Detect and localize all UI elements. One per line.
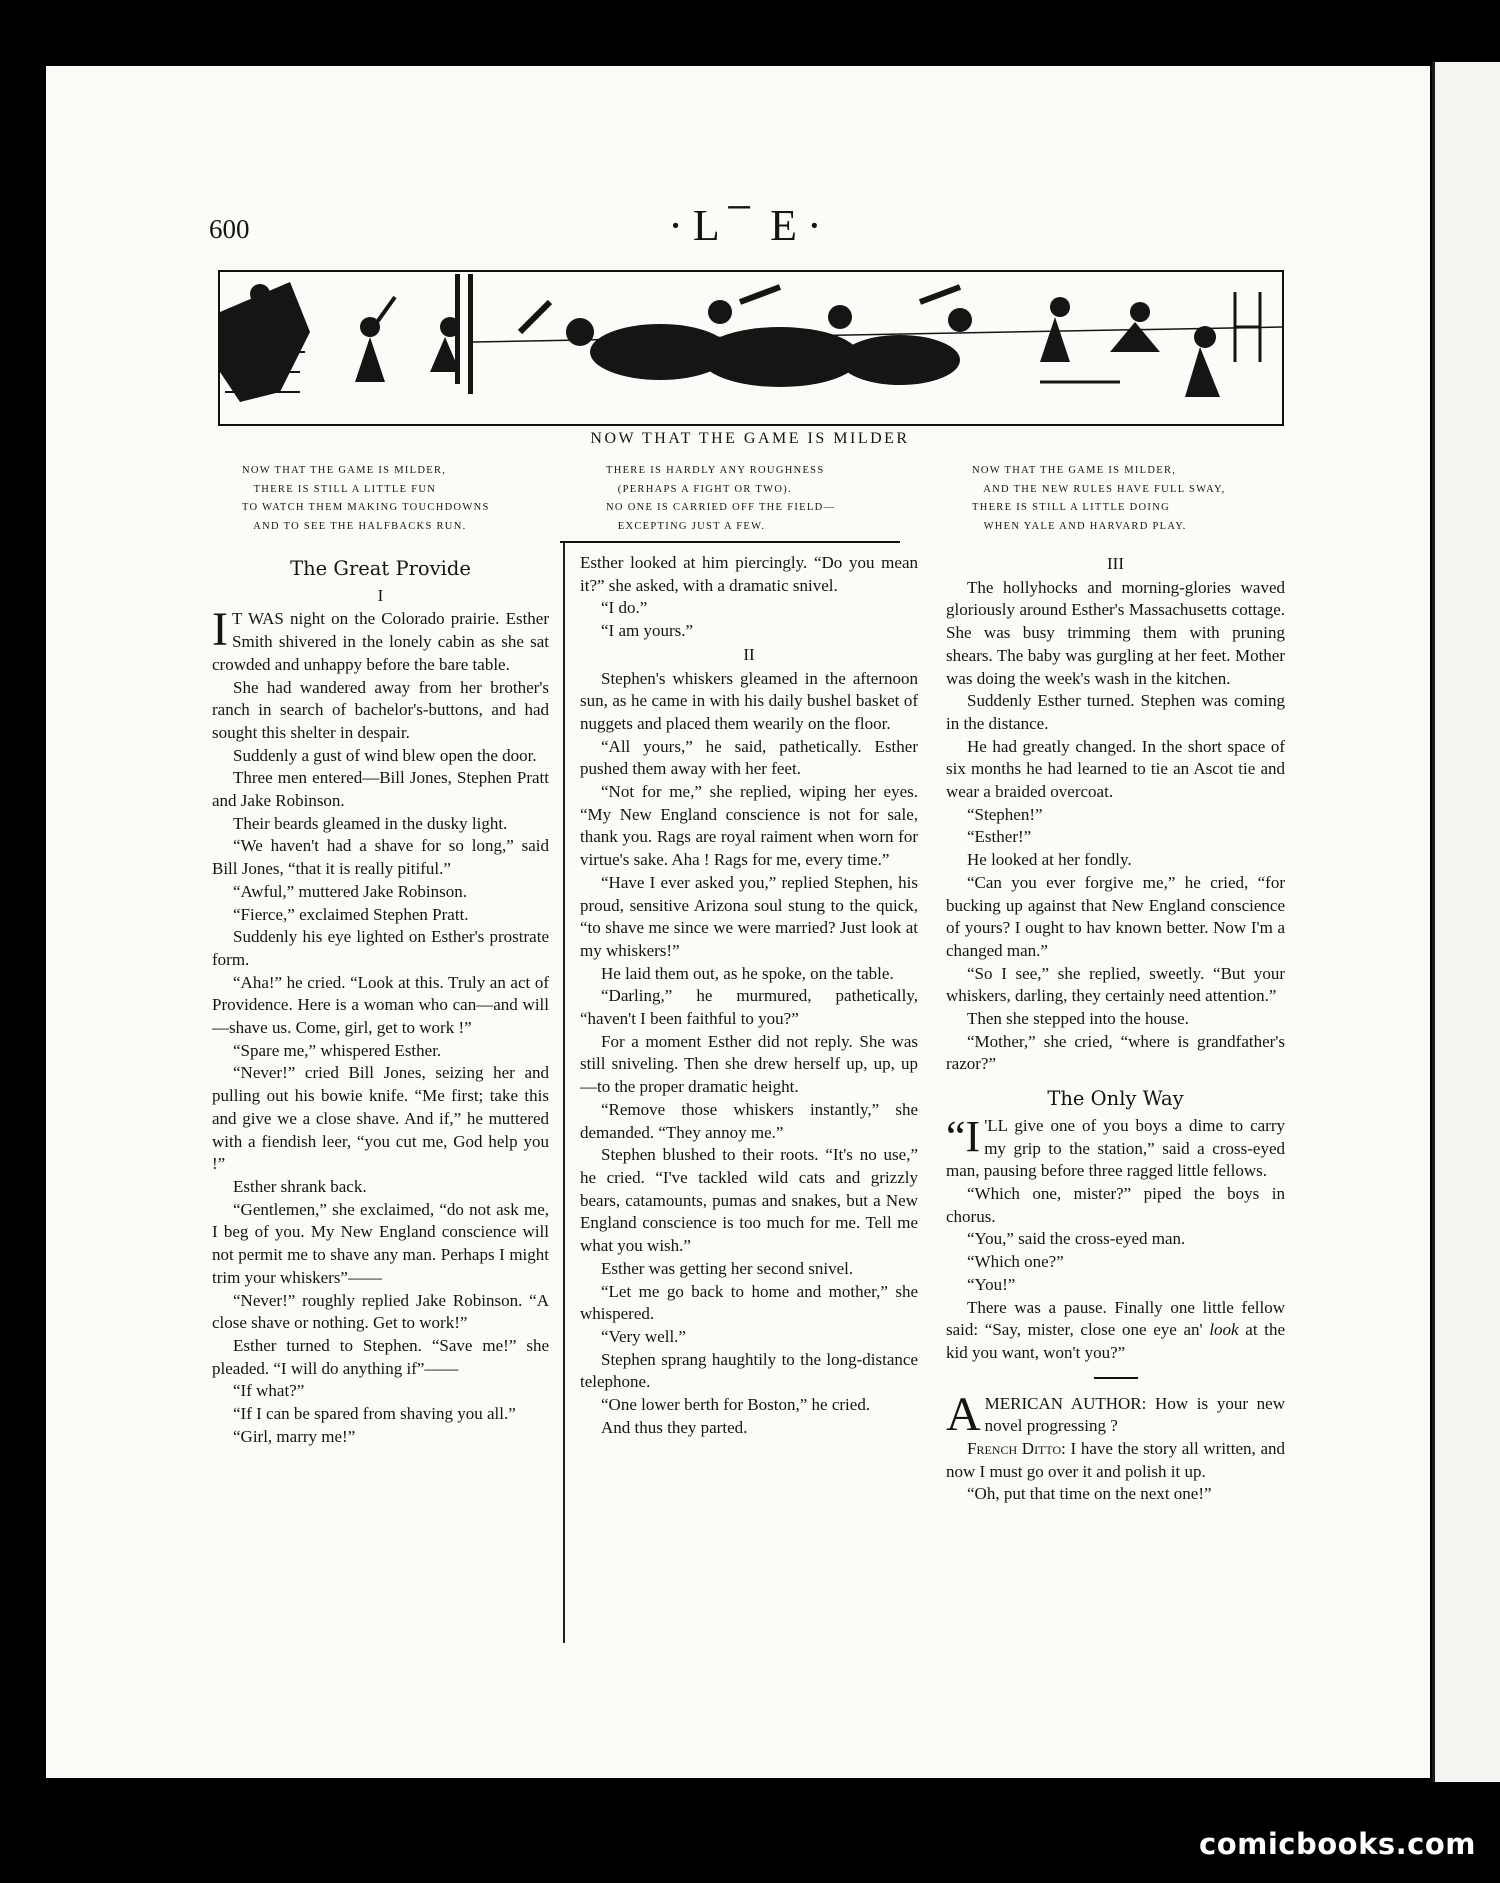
paragraph: The hollyhocks and morning-glories waved gloriously around Esther's Massachusetts cottage. She was busy trimming them with pruning shears. The baby was gurgling at her feet. Mother was doing the week's wash in the kitchen. [946, 577, 1285, 688]
column-2-paragraphs [580, 668, 918, 1440]
paragraph: “Never!” cried Bill Jones, seizing her and pulling out his bowie knife. “Me first; take this and give we a close shave. And if,” he muttered with a fiendish leer, “you cut me, God help you !” [212, 1063, 549, 1174]
paragraph: “Which one, mister?” piped the boys in chorus. [946, 1183, 1285, 1226]
paragraph: “Very well.” [601, 1326, 686, 1346]
column-3-paragraphs [946, 577, 1285, 1076]
paragraph: “Awful,” muttered Jake Robinson. [233, 881, 468, 901]
story-2-paragraphs [946, 1183, 1285, 1297]
paragraph: Esther shrank back. [233, 1176, 367, 1196]
opening-text: T WAS night on the Colorado prairie. Esther Smith shivered in the lonely cabin as she sat crowded and unhappy before the bare table. [212, 609, 549, 674]
paragraph: Then she stepped into the house. [967, 1009, 1189, 1029]
paragraph: Suddenly a gust of wind blew open the door. [233, 745, 537, 765]
part-number: II [743, 644, 755, 664]
speaker-name: French Ditto [967, 1439, 1062, 1459]
paragraph: “One lower berth for Boston,” he cried. [601, 1395, 871, 1415]
paragraph: “Darling,” he murmured, pathetically, “haven't I been faithful to you?” [580, 986, 918, 1029]
paragraph: “So I see,” she replied, sweetly. “But your whiskers, darling, they certainly need attention.” [946, 963, 1285, 1006]
paragraph: “Mother,” she cried, “where is grandfather's razor?” [946, 1031, 1285, 1074]
paragraph: “Gentlemen,” she exclaimed, “do not ask me, I beg of you. My New England conscience will not permit me to shave any man. Perhaps I might trim your whiskers”—— [212, 1199, 549, 1287]
column-1 [212, 552, 549, 1448]
part-number: I [377, 585, 384, 605]
paragraph: Three men entered—Bill Jones, Stephen Pratt and Jake Robinson. [212, 768, 549, 811]
paragraph: Esther was getting her second snivel. [601, 1258, 854, 1278]
paragraph: “You,” said the cross-eyed man. [967, 1229, 1186, 1249]
paragraph: “Not for me,” she replied, wiping her eyes. “My New England conscience is not for sale, thank you. Rags are royal raiment when worn for virtue's sake. Aha ! Rags for me, every time.” [580, 782, 918, 870]
text-run: at the kid you want, won't you?” [946, 1320, 1285, 1362]
paragraph: Stephen blushed to their roots. “It's no use,” he cried. “I've tackled wild cats and grizzly bears, catamounts, pumas and snakes, but a New England conscience is too much for me. Tell me what you wish.” [580, 1145, 918, 1256]
paragraph: “Aha!” he cried. “Look at this. Truly an act of Providence. Here is a woman who can—and will—shave us. Come, girl, get to work !” [212, 972, 549, 1038]
paragraph: “I am yours.” [601, 621, 694, 641]
column-divider [563, 543, 565, 1643]
paragraph: “Fierce,” exclaimed Stephen Pratt. [233, 904, 469, 924]
paragraph: Stephen's whiskers gleamed in the afternoon sun, as he came in with his daily bushel basket of nuggets and placed them wearily on the floor. [580, 668, 918, 733]
paragraph: Esther turned to Stephen. “Save me!” she pleaded. “I will do anything if”—— [212, 1335, 549, 1378]
watermark: comicbooks.com [1199, 1827, 1476, 1861]
paragraph: Suddenly Esther turned. Stephen was coming in the distance. [946, 691, 1285, 733]
paragraph: “Oh, put that time on the next one!” [967, 1484, 1212, 1504]
paragraph: For a moment Esther did not reply. She was still sniveling. Then she drew herself up, up, up—to the proper dramatic height. [580, 1031, 918, 1097]
joke-opening [946, 1387, 1285, 1441]
paragraph [946, 1297, 1285, 1365]
paragraph: “Remove those whiskers instantly,” she demanded. “They annoy me.” [580, 1099, 918, 1142]
section-rule [1094, 1377, 1138, 1379]
drop-cap [946, 1111, 981, 1161]
column-1-paragraphs [212, 677, 549, 1449]
column-2 [580, 552, 918, 1439]
paragraph: “I do.” [601, 598, 648, 618]
cartoon-verse-3: NOW THAT THE GAME IS MILDER, AND THE NEW RULES HAVE FULL SWAY, THERE IS STILL A LITTLE DOING WHEN YALE AND HARVARD PLAY. [972, 465, 1226, 532]
paragraph: He looked at her fondly. [967, 850, 1132, 870]
football-cartoon-illustration [218, 270, 1284, 426]
cartoon-title: NOW THAT THE GAME IS MILDER [590, 430, 910, 447]
paragraph: Suddenly his eye lighted on Esther's prostrate form. [212, 927, 549, 969]
paragraph: “Esther!” [967, 827, 1032, 847]
text-run: : I have the story all written, and now I must go over it and polish it up. [946, 1439, 1285, 1481]
paragraph: “Have I ever asked you,” replied Stephen, his proud, sensitive Arizona soul stung to the quick, “to shave me since we were married? Just look at my whiskers!” [580, 872, 918, 960]
emphasis: look [1209, 1320, 1239, 1340]
opening-text: MERICAN AUTHOR: How is your new novel progressing ? [984, 1393, 1285, 1436]
paragraph: “If I can be spared from shaving you all.” [233, 1404, 516, 1424]
cartoon-verse-2: THERE IS HARDLY ANY ROUGHNESS (PERHAPS A FIGHT OR TWO). NO ONE IS CARRIED OFF THE FIELD— EXCEPTING JUST A FEW. [606, 465, 836, 532]
paragraph: And thus they parted. [601, 1417, 748, 1437]
paragraph: He had greatly changed. In the short space of six months he had learned to tie an Ascot tie and wear a braided overcoat. [946, 736, 1285, 802]
paragraph: “Stephen!” [967, 804, 1043, 824]
paragraph: “All yours,” he said, pathetically. Esther pushed them away with her feet. [580, 736, 918, 779]
paragraph: He laid them out, as he spoke, on the table. [601, 963, 894, 983]
paragraph: “We haven't had a shave for so long,” said Bill Jones, “that it is really pitiful.” [212, 836, 549, 879]
page-number: 600 [209, 214, 250, 244]
paragraph: “Never!” roughly replied Jake Robinson. “A close shave or nothing. Get to work!” [212, 1290, 549, 1333]
drop-cap: I [212, 603, 228, 657]
drop-cap-letter: I [965, 1111, 981, 1161]
text-run: There was a pause. Finally one little fellow said: “Say, mister, close one eye an' [946, 1297, 1285, 1340]
story-opening [212, 603, 549, 676]
paragraph: “You!” [967, 1274, 1016, 1294]
paragraph: Their beards gleamed in the dusky light. [233, 813, 508, 833]
column-2-top-paragraphs [580, 552, 918, 643]
paragraph: “Can you ever forgive me,” he cried, “for bucking up against that New England conscience of yours? I ought to hav known better. Now I'm a changed man.” [946, 872, 1285, 960]
header-rule [560, 541, 900, 543]
drop-cap-quote: “ [946, 1111, 966, 1161]
paragraph [946, 1438, 1285, 1483]
column-3 [946, 552, 1285, 1506]
adjacent-page-edge [1432, 62, 1500, 1782]
part-number: III [1107, 554, 1124, 573]
paragraph: “Spare me,” whispered Esther. [233, 1040, 442, 1060]
cartoon-verse-1: NOW THAT THE GAME IS MILDER, THERE IS STILL A LITTLE FUN TO WATCH THEM MAKING TOUCHDOWNS AND TO SEE THE HALFBACKS RUN. [242, 465, 490, 532]
story-title: The Great Provide [290, 557, 471, 580]
opening-text: 'LL give one of you boys a dime to carry my grip to the station,” said a cross-eyed man, pausing before three ragged little fellows. [946, 1115, 1285, 1181]
paragraph: “If what?” [233, 1381, 305, 1401]
paragraph: Esther looked at him piercingly. “Do you mean it?” she asked, with a dramatic snivel. [580, 553, 918, 595]
paragraph: Stephen sprang haughtily to the long-distance telephone. [580, 1349, 918, 1392]
masthead: ·L ̅ E· [668, 201, 832, 250]
paragraph: “Girl, marry me!” [233, 1426, 356, 1446]
story-opening [946, 1111, 1285, 1183]
drop-cap: A [946, 1387, 981, 1441]
paragraph: “Which one?” [967, 1252, 1064, 1272]
paragraph: “Let me go back to home and mother,” she whispered. [580, 1281, 918, 1324]
paragraph: She had wandered away from her brother's ranch in search of bachelor's-buttons, and had sought this shelter in despair. [212, 677, 549, 742]
story-title: The Only Way [1047, 1087, 1184, 1111]
